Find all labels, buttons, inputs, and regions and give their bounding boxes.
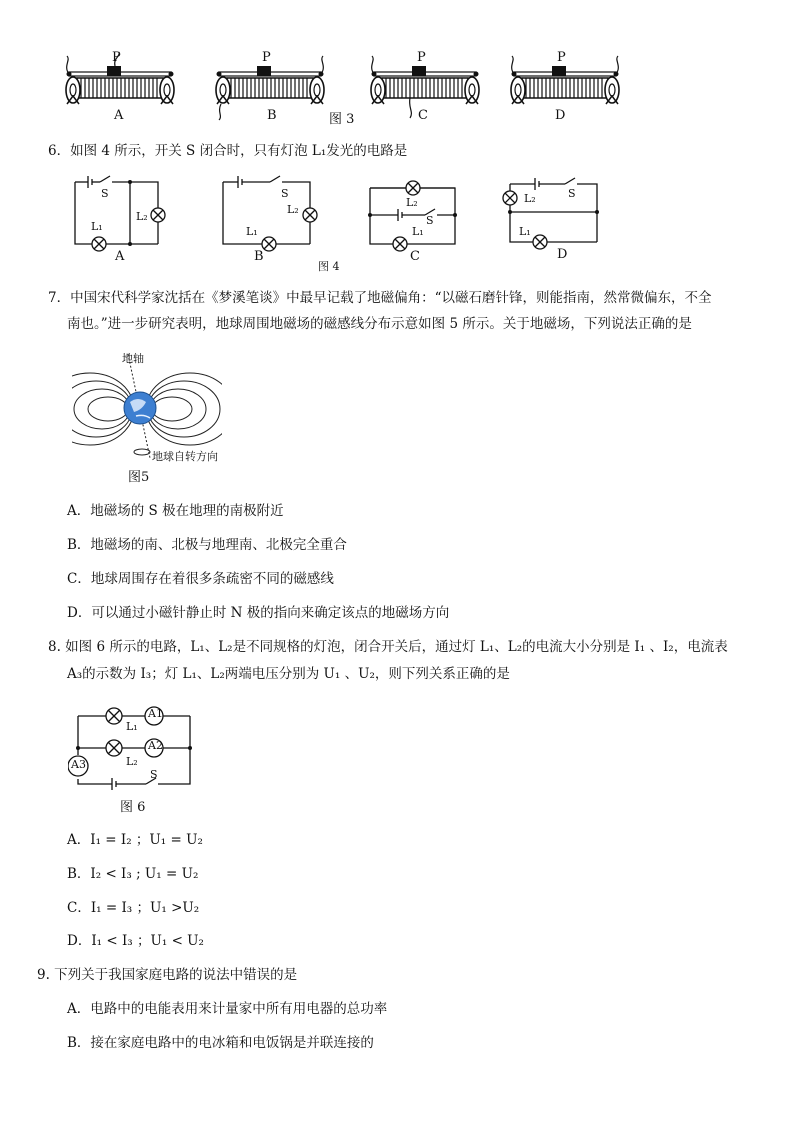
fig4-option-b: B	[254, 249, 264, 264]
q8-option-b[interactable]: B．I₂ < I₃ ; U₁ = U₂	[67, 866, 199, 882]
earth-axis-label: 地轴	[122, 352, 144, 365]
fig4b-l1-label: L₁	[246, 225, 258, 238]
question-6: 6．如图 4 所示，开关 S 闭合时，只有灯泡 L₁发光的电路是	[48, 143, 408, 159]
q7-option-b[interactable]: B．地磁场的南、北极与地理南、北极完全重合	[67, 537, 347, 553]
q9-option-a[interactable]: A．电路中的电能表用来计量家中所有用电器的总功率	[67, 1001, 388, 1017]
fig4-option-a: A	[115, 249, 125, 264]
fig4c-l1-label: L₁	[412, 225, 424, 238]
question-7-line1: 7．中国宋代科学家沈括在《梦溪笔谈》中最早记载了地磁偏角：“以磁石磨针锋，则能指南，然常微偏东，不全	[48, 290, 712, 306]
fig4c-switch-label: S	[426, 214, 434, 227]
lamp-l2-label: L₂	[126, 755, 138, 768]
fig4d-l1-label: L₁	[519, 225, 531, 238]
fig4b-switch-label: S	[281, 187, 289, 200]
q9-option-b[interactable]: B．接在家庭电路中的电冰箱和电饭锅是并联连接的	[67, 1035, 374, 1051]
slider-label-c: P	[417, 50, 426, 65]
fig5-caption: 图5	[128, 470, 150, 485]
fig6-caption: 图 6	[120, 800, 146, 815]
fig3-option-c: C	[418, 108, 428, 123]
ammeter-a1-label: A1	[148, 707, 163, 720]
slider-label-d: P	[557, 50, 566, 65]
circuit-figure-4	[70, 170, 630, 275]
figure-4	[70, 170, 630, 275]
switch-s-label: S	[150, 768, 158, 781]
fig4b-l2-label: L₂	[287, 203, 299, 216]
fig3-option-d: D	[555, 108, 566, 123]
fig4-caption: 图 4	[318, 260, 340, 273]
q7-option-a[interactable]: A．地磁场的 S 极在地理的南极附近	[67, 503, 284, 519]
fig3-caption: 图 3	[329, 112, 355, 127]
fig3-option-b: B	[267, 108, 277, 123]
slider-label-a: P	[112, 50, 121, 65]
q8-option-d[interactable]: D．I₁ < I₃ ；U₁ < U₂	[67, 933, 204, 949]
q8-option-a[interactable]: A．I₁ = I₂ ；U₁ = U₂	[67, 832, 203, 848]
fig4c-l2-label: L₂	[406, 196, 418, 209]
fig4a-switch-label: S	[101, 187, 109, 200]
fig4-option-c: C	[410, 249, 420, 264]
question-7-line2: 南也。”进一步研究表明，地球周围地磁场的磁感线分布示意如图 5 所示。关于地磁场，下列说法正确的是	[67, 316, 692, 332]
earth-rotation-label: 地球自转方向	[152, 450, 218, 463]
fig4a-l2-label: L₂	[136, 210, 148, 223]
ammeter-a3-label: A3	[71, 758, 86, 771]
fig4d-l2-label: L₂	[524, 192, 536, 205]
question-8-line1: 8. 如图 6 所示的电路，L₁、L₂是不同规格的灯泡，闭合开关后，通过灯 L₁、L₂的电流大小分别是 I₁ 、I₂，电流表	[48, 639, 728, 655]
figure-6	[68, 700, 208, 815]
q7-option-d[interactable]: D．可以通过小磁针静止时 N 极的指向来确定该点的地磁场方向	[67, 605, 450, 621]
question-9: 9. 下列关于我国家庭电路的说法中错误的是	[37, 967, 298, 983]
figure-5	[72, 346, 222, 485]
ammeter-a2-label: A2	[148, 739, 163, 752]
q8-option-c[interactable]: C．I₁ = I₃ ；U₁ >U₂	[67, 900, 200, 916]
q7-option-c[interactable]: C．地球周围存在着很多条疏密不同的磁感线	[67, 571, 334, 587]
fig3-option-a: A	[114, 108, 124, 123]
slider-label-b: P	[262, 50, 271, 65]
question-8-line2: A₃的示数为 I₃；灯 L₁、L₂两端电压分别为 U₁ 、U₂，则下列关系正确的是	[67, 666, 510, 682]
fig4d-switch-label: S	[568, 187, 576, 200]
fig4a-l1-label: L₁	[91, 220, 103, 233]
circuit-figure-6	[68, 700, 208, 795]
lamp-l1-label: L₁	[126, 720, 138, 733]
fig4-option-d: D	[557, 247, 568, 262]
